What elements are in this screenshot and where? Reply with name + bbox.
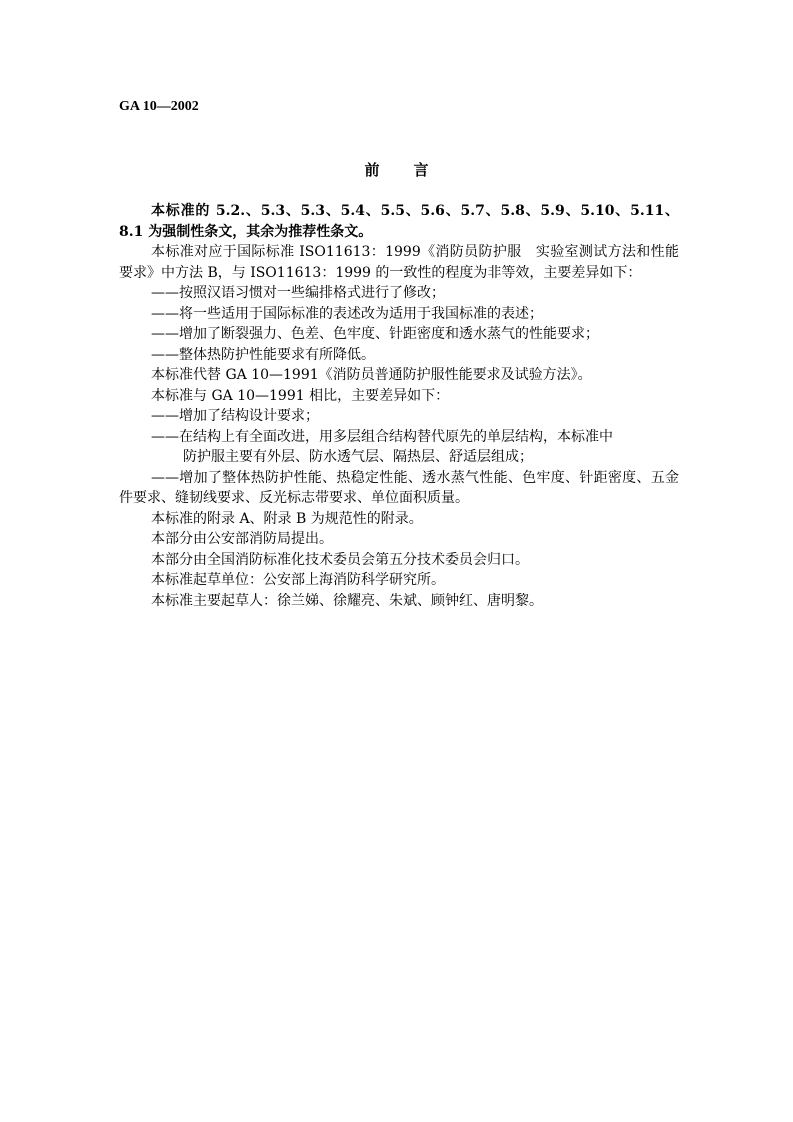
page-title: 前言 (364, 161, 463, 179)
comparison-difference-line: ——在结构上有全面改进，用多层组合结构替代原先的单层结构，本标准中 (151, 428, 613, 445)
document-body (119, 201, 679, 611)
comparison-difference-item: ——增加了整体热防护性能、热稳定性能、透水蒸气性能、色牢度、针距密度、五金件要求、缝韧线要求、反光标志带要求、单位面积质量。 (119, 469, 679, 506)
iso-difference-item: ——增加了断裂强力、色差、色牢度、针距密度和透水蒸气的性能要求； (151, 326, 599, 342)
iso-difference-item: ——将一些适用于国际标准的表述改为适用于我国标准的表述； (151, 305, 543, 322)
replaces-paragraph: 本标准代替 GA 10—1991《消防员普通防护服性能要求及试验方法》。 (151, 367, 592, 383)
comparison-difference-continuation: 防护服主要有外层、防水透气层、隔热层、舒适层组成； (183, 449, 533, 465)
mandatory-clause-paragraph: 本标准的 5.2.、5.3、5.3、5.4、5.5、5.6、5.7、5.8、5.9、5.10、5.11、8.1 为强制性条文，其余为推荐性条文。 (119, 203, 679, 240)
drafters-paragraph: 本标准主要起草人：徐兰娣、徐耀亮、朱斌、顾钟红、唐明黎。 (151, 592, 543, 609)
iso-correspondence-paragraph: 本标准对应于国际标准 ISO11613：1999《消防员防护服 实验室测试方法和性能要求》中方法 B，与 ISO11613：1999 的一致性的程度为非等效，主要差异如下： (119, 244, 679, 281)
comparison-difference-item (151, 427, 679, 468)
centralized-by-paragraph: 本部分由全国消防标准化技术委员会第五分技术委员会归口。 (151, 551, 529, 568)
iso-difference-item: ——整体热防护性能要求有所降低。 (151, 346, 375, 363)
comparison-difference-item: ——增加了结构设计要求； (151, 408, 319, 424)
proposed-by-paragraph: 本部分由公安部消防局提出。 (151, 531, 333, 547)
drafting-unit-paragraph: 本标准起草单位：公安部上海消防科学研究所。 (151, 572, 445, 588)
standard-code: GA 10—2002 (119, 99, 199, 114)
iso-difference-item: ——按照汉语习惯对一些编排格式进行了修改； (151, 285, 445, 301)
appendix-paragraph: 本标准的附录 A、附录 B 为规范性的附录。 (151, 510, 423, 527)
comparison-paragraph: 本标准与 GA 10—1991 相比，主要差异如下： (151, 387, 450, 404)
